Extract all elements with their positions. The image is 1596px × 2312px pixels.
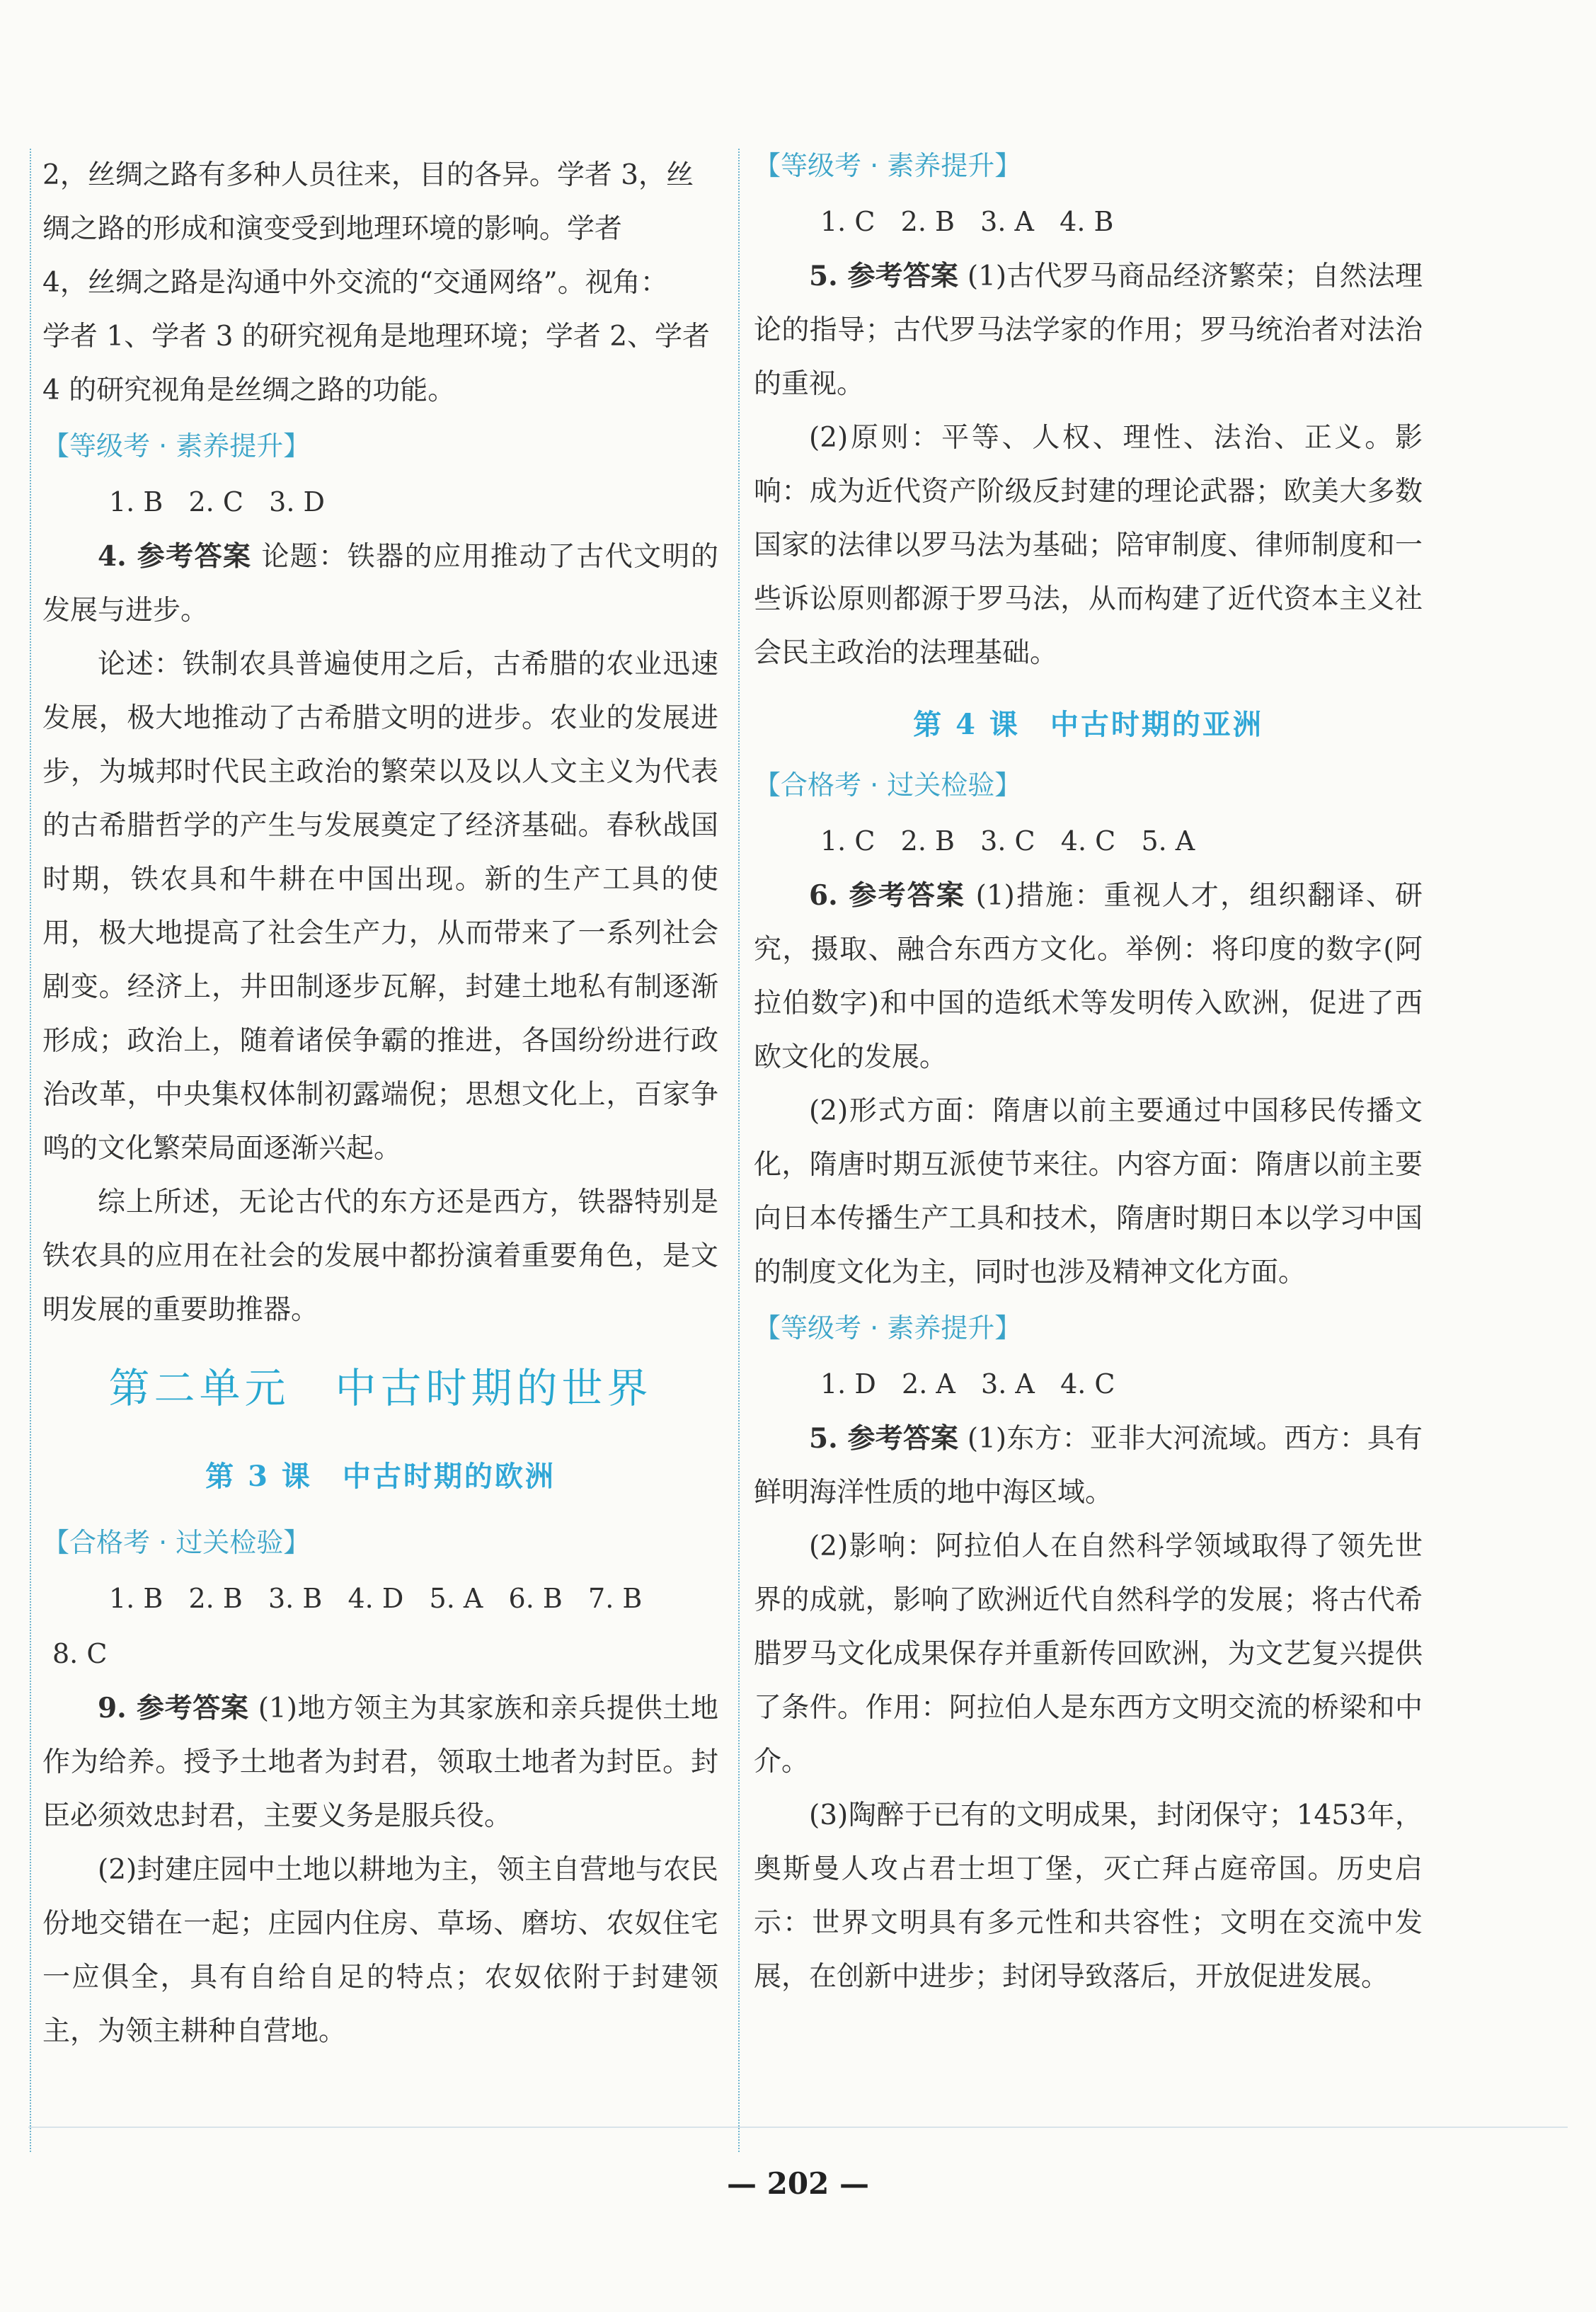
section-header: 【等级考 · 素养提升】 [42, 430, 311, 462]
answer-key: 1. C 2. B 3. A 4. B [820, 206, 1114, 237]
body-paragraph: (2)形式方面：隋唐以前主要通过中国移民传播文化，隋唐时期互派使节来往。内容方面：隋唐以前主要向日本传播生产工具和技术，隋唐时期日本以学习中国的制度文化为主，同时也涉及精神文化方面。 [754, 1095, 1423, 1288]
footer-rule [28, 2127, 1568, 2128]
answer-text: (1)古代罗马商品经济繁荣；自然法理论的指导；古代罗马法学家的作用；罗马统治者对法治的重视。 [754, 261, 1423, 400]
answer-paragraph [42, 530, 718, 638]
answer-label: 5. 参考答案 [809, 1422, 959, 1455]
body-paragraph: 综上所述，无论古代的东方还是西方，铁器特别是铁农具的应用在社会的发展中都扮演着重要角色，是文明发展的重要助推器。 [42, 1186, 718, 1326]
answer-paragraph [42, 1681, 718, 1843]
lesson-title: 第 4 课 中古时期的亚洲 [913, 708, 1263, 741]
text-line: 4，丝绸之路是沟通中外交流的“交通网络”。视角： [42, 267, 668, 299]
body-paragraph: (2)影响：阿拉伯人在自然科学领域取得了领先世界的成就，影响了欧洲近代自然科学的发展；将古代希腊罗马文化成果保存并重新传回欧洲，为文艺复兴提供了条件。作用：阿拉伯人是东西方文明交流的桥梁和中介。 [754, 1530, 1423, 1778]
right-column [754, 149, 1423, 2004]
body-paragraph: (3)陶醉于已有的文明成果，封闭保守；1453年，奥斯曼人攻占君士坦丁堡，灭亡拜占庭帝国。历史启示：世界文明具有多元性和共容性；文明在交流中发展，在创新中进步；封闭导致落后，开放促进发展。 [754, 1799, 1423, 1993]
page-number: — 202 — [727, 2166, 869, 2201]
answer-key: 1. D 2. A 3. A 4. C [820, 1368, 1115, 1400]
answer-label: 4. 参考答案 [98, 540, 252, 573]
text-line: 学者 1、学者 3 的研究视角是地理环境；学者 2、学者 [42, 321, 711, 353]
answer-key: 8. C [52, 1638, 108, 1669]
lesson-title: 第 3 课 中古时期的欧洲 [205, 1460, 556, 1493]
answer-key: 1. B 2. B 3. B 4. D 5. A 6. B 7. B [109, 1583, 643, 1614]
text-line: 绸之路的形成和演变受到地理环境的影响。学者 [42, 213, 623, 245]
answer-label: 9. 参考答案 [98, 1692, 249, 1724]
answer-key: 1. B 2. C 3. D [109, 486, 325, 517]
section-header: 【合格考 · 过关检验】 [754, 769, 1022, 801]
answer-label: 6. 参考答案 [809, 879, 966, 912]
left-column [42, 149, 718, 2059]
answer-paragraph [754, 249, 1423, 411]
body-paragraph: (2)封建庄园中土地以耕地为主，领主自营地与农民份地交错在一起；庄园内住房、草场、磨坊、农奴住宅一应俱全，具有自给自足的特点；农奴依附于封建领主，为领主耕种自营地。 [42, 1854, 718, 2047]
text-line: 4 的研究视角是丝绸之路的功能。 [42, 374, 456, 406]
unit-title: 第二单元 中古时期的世界 [108, 1364, 653, 1412]
answer-paragraph [754, 869, 1423, 1085]
answer-label: 5. 参考答案 [809, 260, 959, 292]
answer-text: 论题：铁器的应用推动了古代文明的发展与进步。 [42, 541, 718, 626]
answer-paragraph [754, 1412, 1423, 1520]
body-paragraph: (2)原则：平等、人权、理性、法治、正义。影响：成为近代资产阶级反封建的理论武器；欧美大多数国家的法律以罗马法为基础；陪审制度、律师制度和一些诉讼原则都源于罗马法，从而构建了近代资本主义社会民主政治的法理基础。 [754, 422, 1423, 669]
text-line: 2，丝绸之路有多种人员往来，目的各异。学者 3，丝 [42, 159, 694, 191]
answer-text: (1)东方：亚非大河流域。西方：具有鲜明海洋性质的地中海区域。 [754, 1423, 1423, 1509]
answer-text: (1)措施：重视人才，组织翻译、研究，摄取、融合东西方文化。举例：将印度的数字(阿拉伯数字)和中国的造纸术等发明传入欧洲，促进了西欧文化的发展。 [754, 880, 1423, 1073]
body-paragraph: 论述：铁制农具普遍使用之后，古希腊的农业迅速发展，极大地推动了古希腊文明的进步。农业的发展进步，为城邦时代民主政治的繁荣以及以人文主义为代表的古希腊哲学的产生与发展奠定了经济基础。春秋战国时期，铁农具和牛耕在中国出现。新的生产工具的使用，极大地提高了社会生产力，从而带来了一系列社会剧变。经济上，井田制逐步瓦解，封建土地私有制逐渐形成；政治上，随着诸侯争霸的推进，各国纷纷进行政治改革，中央集权体制初露端倪；思想文化上，百家争鸣的文化繁荣局面逐渐兴起。 [42, 648, 718, 1164]
section-header: 【等级考 · 素养提升】 [754, 1312, 1022, 1344]
answer-text: (1)地方领主为其家族和亲兵提供土地作为给养。授予土地者为封君，领取土地者为封臣。封臣必须效忠封君，主要义务是服兵役。 [42, 1693, 718, 1832]
section-header: 【等级考 · 素养提升】 [754, 150, 1022, 181]
answer-key: 1. C 2. B 3. C 4. C 5. A [820, 825, 1195, 857]
section-header: 【合格考 · 过关检验】 [42, 1527, 311, 1558]
